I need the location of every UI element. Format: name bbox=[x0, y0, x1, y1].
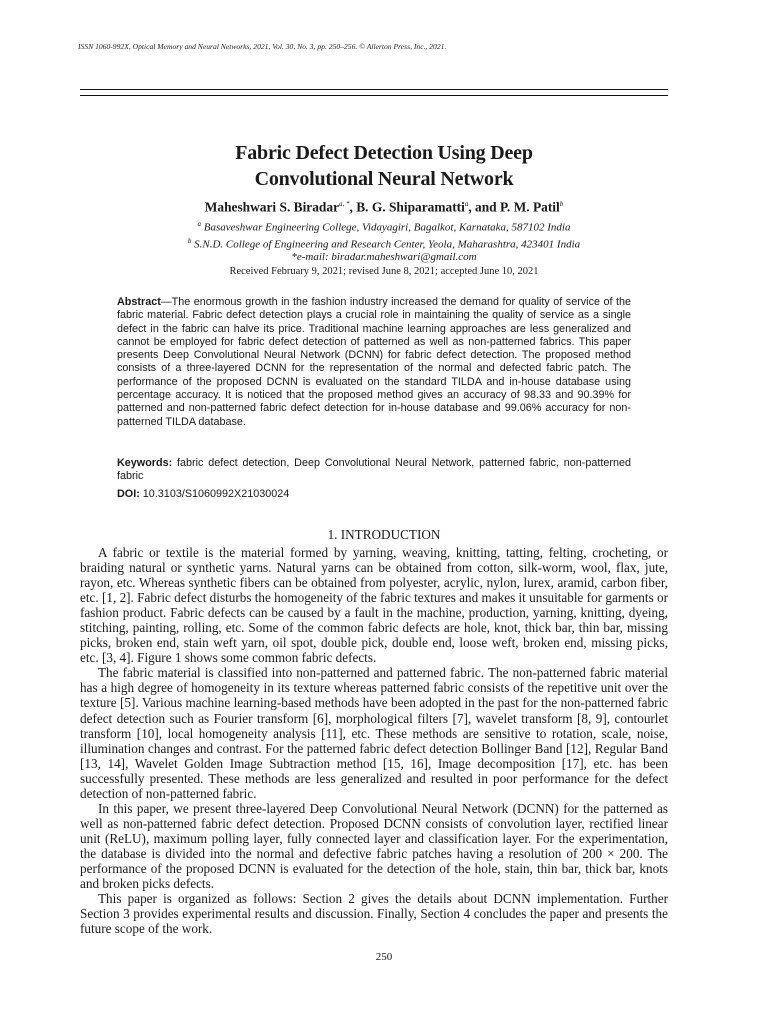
author-affiliation-mark: a bbox=[464, 200, 469, 208]
author-separator: , and bbox=[468, 199, 500, 215]
author-list bbox=[0, 196, 768, 215]
header-rule-bottom bbox=[80, 95, 668, 96]
paper-title-line-1: Fabric Defect Detection Using Deep bbox=[235, 142, 533, 164]
abstract bbox=[117, 296, 631, 429]
doi bbox=[117, 488, 631, 501]
affiliation-text: S.N.D. College of Engineering and Research Center, Yeola, Maharashtra, 423401 India bbox=[194, 238, 581, 251]
abstract-text: —The enormous growth in the fashion industry increased the demand for quality of service of the fabric material. Fabric defect detection plays a crucial role in maintaining the quality of service as a single defect in the fabric can halve its price. Traditional machine learning approaches are less generalized and cannot be employed for fabric defect detection of patterned as well as non-patterned fabrics. This paper presents Deep Convolutional Neural Network (DCNN) for fabric defect detection. The proposed method consists of a three-layered DCNN for the representation of the normal and defected fabric patch. The performance of the proposed DCNN is evaluated on the standard TILDA and in-house database using percentage accuracy. It is noticed that the proposed method gives an accuracy of 98.33 and 90.39% for patterned and non-patterned fabric defect detection for in-house database and 99.06% accuracy for non-patterned TILDA database. bbox=[117, 296, 631, 428]
affiliation-mark: a bbox=[197, 220, 201, 228]
paragraph: This paper is organized as follows: Section 2 gives the details about DCNN implementation. Further Section 3 provides experimental results and discussion. Finally, Section 4 concludes the paper and presents the future scope of the work. bbox=[80, 891, 668, 937]
keywords-label: Keywords: bbox=[117, 457, 173, 469]
journal-citation: ISSN 1060-992X, Optical Memory and Neural Networks, 2021, Vol. 30, No. 3, pp. 250–256. © Allerton Press, Inc., 2021. bbox=[78, 42, 447, 51]
author-affiliation-mark: a, * bbox=[339, 200, 350, 208]
paper-title bbox=[0, 140, 768, 192]
affiliation-mark: b bbox=[187, 237, 192, 245]
author-name: P. M. Patil bbox=[499, 199, 560, 215]
affiliation-a bbox=[0, 217, 768, 235]
received-dates: Received February 9, 2021; revised June 8, 2021; accepted June 10, 2021 bbox=[229, 266, 539, 277]
introduction-body bbox=[80, 545, 668, 936]
paper-title-line-2: Convolutional Neural Network bbox=[254, 168, 514, 190]
author-separator: , bbox=[349, 199, 357, 215]
doi-label: DOI: bbox=[117, 488, 140, 500]
paragraph: In this paper, we present three-layered Deep Convolutional Neural Network (DCNN) for the patterned as well as non-patterned fabric defect detection. Proposed DCNN consists of convolution layer, rectified linear unit (ReLU), maximum polling layer, fully connected layer and classification layer. For the experimentation, the database is divided into the normal and defective fabric patches having a resolution of 200 × 200. The performance of the proposed DCNN is evaluated for the detection of the hole, stain, thin bar, thick bar, knots and broken picks defects. bbox=[80, 800, 668, 892]
author-name: B. G. Shiparamatti bbox=[356, 199, 465, 215]
keywords bbox=[117, 457, 631, 484]
author-email: *e-mail: biradar.maheshwari@gmail.com bbox=[291, 251, 477, 263]
section-heading-introduction: 1. INTRODUCTION bbox=[327, 527, 441, 542]
keywords-text: fabric defect detection, Deep Convolutional Neural Network, patterned fabric, non-patterned fabric bbox=[117, 457, 631, 483]
header-rule-top bbox=[80, 89, 668, 90]
affiliation-text: Basaveshwar Engineering College, Vidayagiri, Bagalkot, Karnataka, 587102 India bbox=[203, 221, 571, 234]
author-affiliation-mark: b bbox=[559, 200, 564, 208]
affiliation-b bbox=[0, 234, 768, 252]
page-number: 250 bbox=[375, 951, 393, 963]
author-name: Maheshwari S. Biradar bbox=[204, 199, 340, 215]
abstract-label: Abstract bbox=[117, 296, 161, 308]
paragraph: A fabric or textile is the material formed by yarning, weaving, knitting, tatting, felting, crocheting, or braiding natural or synthetic yarns. Natural yarns can be obtained from cotton, silk-worm, wool, flax, jute, rayon, etc. Whereas synthetic fibers can be obtained from polyester, acrylic, nylon, lurex, aramid, carbon fiber, etc. [1, 2]. Fabric defect disturbs the homogeneity of the fabric textures and makes it unsuitable for garments or fashion product. Fabric defects can be caused by a fault in the machine, production, yarning, knitting, dyeing, stitching, painting, rolling, etc. Some of the common fabric defects are hole, knot, thick bar, thin bar, missing picks, broken end, stain weft yarn, oil spot, double pick, double end, loose weft, broken end, missing picks, etc. [3, 4]. Figure 1 shows some common fabric defects. bbox=[80, 545, 668, 666]
doi-text: 10.3103/S1060992X21030024 bbox=[139, 488, 290, 500]
paragraph: The fabric material is classified into non-patterned and patterned fabric. The non-patterned fabric material has a high degree of homogeneity in its texture whereas patterned fabric consists of the repetitive unit over the texture [5]. Various machine learning-based methods have been adopted in the past for the non-patterned fabric defect detection such as Fourier transform [6], morphological filters [7], wavelet transform [8, 9], contourlet transform [10], local homogeneity analysis [11], etc. These methods are sensitive to rotation, scale, noise, illumination changes and contrast. For the patterned fabric defect detection Bollinger Band [12], Regular Band [13, 14], Wavelet Golden Image Subtraction method [15, 16], Image decomposition [17], etc. has been successfully presented. These methods are less generalized and resulted in poor performance for the defect detection of non-patterned fabric. bbox=[80, 665, 668, 801]
